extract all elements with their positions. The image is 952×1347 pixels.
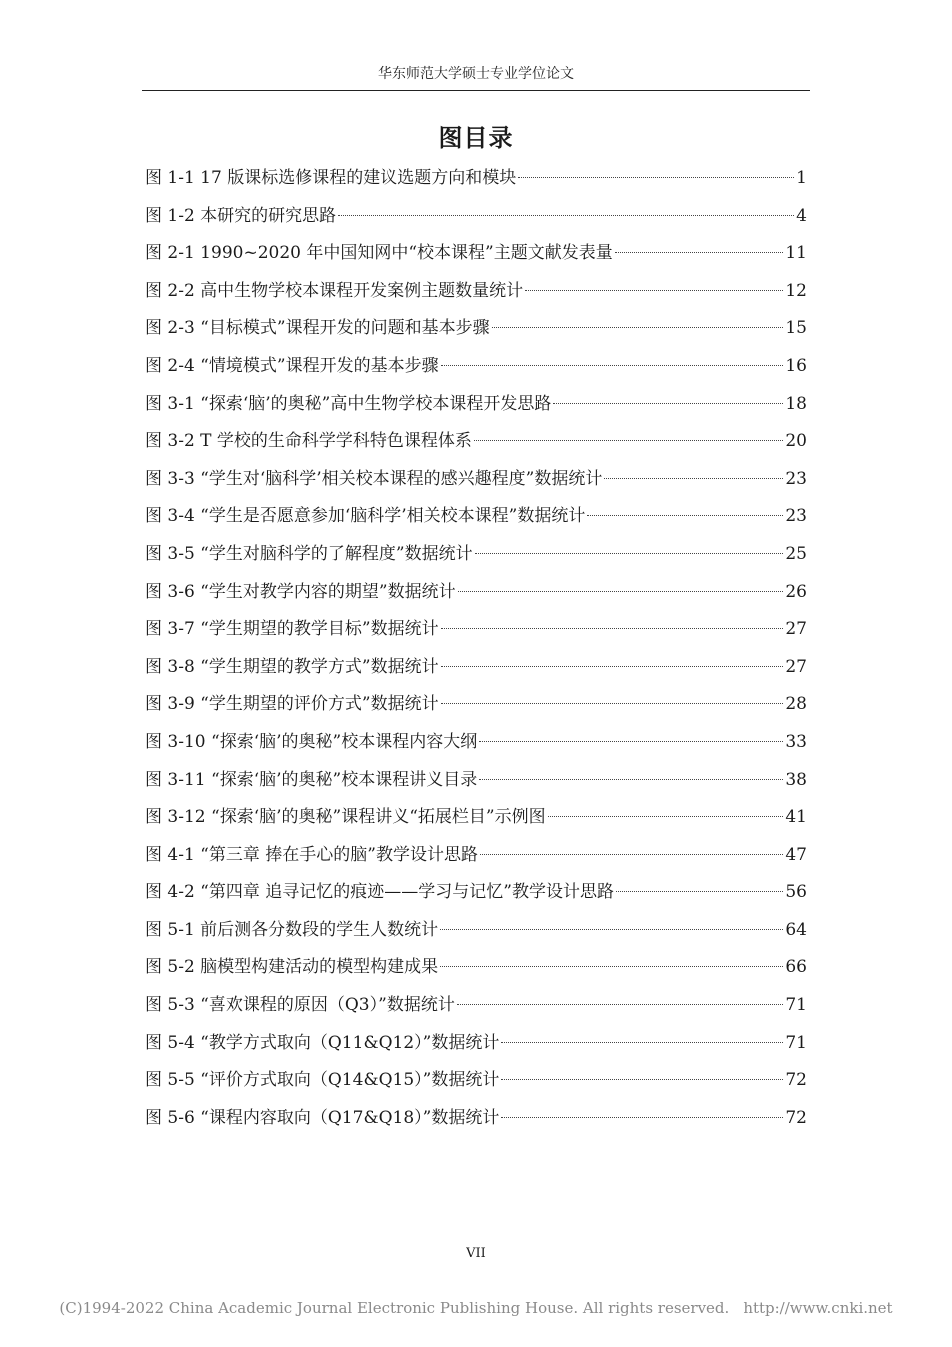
toc-dot-leader	[441, 628, 784, 629]
toc-entry-label: 图 2-4 “情境模式”课程开发的基本步骤	[145, 355, 439, 376]
toc-entry[interactable]	[145, 839, 807, 877]
toc-entry-page: 33	[785, 731, 807, 752]
toc-entry-page: 16	[785, 355, 807, 376]
toc-dot-leader	[553, 403, 783, 404]
copyright-footer	[0, 1299, 952, 1317]
toc-entry-page: 18	[785, 393, 807, 414]
toc-entry-label: 图 3-3 “学生对‘脑科学’相关校本课程的感兴趣程度”数据统计	[145, 468, 603, 489]
toc-dot-leader	[479, 741, 783, 742]
toc-dot-leader	[615, 252, 784, 253]
toc-entry-page: 23	[785, 468, 807, 489]
toc-entry[interactable]	[145, 463, 807, 501]
toc-entry-label: 图 3-7 “学生期望的教学目标”数据统计	[145, 619, 439, 640]
toc-entry-label: 图 2-3 “目标模式”课程开发的问题和基本步骤	[145, 318, 490, 339]
toc-entry-page: 27	[785, 619, 807, 640]
toc-entry[interactable]	[145, 1064, 807, 1102]
toc-entry-label: 图 3-2 T 学校的生命科学学科特色课程体系	[145, 431, 472, 452]
toc-entry-page: 1	[796, 168, 807, 188]
toc-entry[interactable]	[145, 237, 807, 275]
toc-dot-leader	[480, 854, 783, 855]
toc-dot-leader	[501, 1042, 783, 1043]
toc-entry[interactable]	[145, 764, 807, 802]
toc-entry[interactable]	[145, 425, 807, 463]
toc-entry[interactable]	[145, 876, 807, 914]
toc-dot-leader	[548, 816, 784, 817]
toc-entry[interactable]	[145, 688, 807, 726]
toc-dot-leader	[525, 290, 783, 291]
toc-dot-leader	[457, 1004, 784, 1005]
page-title: 图目录	[438, 124, 514, 152]
toc-entry[interactable]	[145, 1102, 807, 1140]
toc-entry[interactable]	[145, 576, 807, 614]
toc-entry-page: 64	[785, 919, 807, 940]
toc-entry[interactable]	[145, 914, 807, 952]
toc-entry-label: 图 3-1 “探索‘脑’的奥秘”高中生物学校本课程开发思路	[145, 393, 552, 414]
toc-entry[interactable]	[145, 162, 807, 200]
toc-dot-leader	[479, 779, 783, 780]
toc-entry-label: 图 3-11 “探索‘脑’的奥秘”校本课程讲义目录	[145, 769, 478, 790]
running-header: 华东师范大学硕士专业学位论文	[378, 66, 574, 82]
toc-entry[interactable]	[145, 350, 807, 388]
toc-entry-label: 图 5-4 “教学方式取向（Q11&Q12）”数据统计	[145, 1032, 500, 1053]
toc-entry-label: 图 5-1 前后测各分数段的学生人数统计	[145, 919, 439, 940]
toc-entry-label: 图 3-9 “学生期望的评价方式”数据统计	[145, 694, 439, 715]
toc-dot-leader	[518, 177, 794, 178]
toc-entry[interactable]	[145, 275, 807, 313]
toc-entry[interactable]	[145, 312, 807, 350]
toc-entry[interactable]	[145, 726, 807, 764]
toc-entry[interactable]	[145, 1027, 807, 1065]
toc-entry-label: 图 4-2 “第四章 追寻记忆的痕迹——学习与记忆”教学设计思路	[145, 882, 614, 903]
toc-entry-page: 72	[785, 1107, 807, 1128]
toc-dot-leader	[501, 1079, 783, 1080]
toc-entry-label: 图 5-5 “评价方式取向（Q14&Q15）”数据统计	[145, 1070, 500, 1091]
toc-dot-leader	[441, 365, 784, 366]
toc-entry-label: 图 3-12 “探索‘脑’的奥秘”课程讲义“拓展栏目”示例图	[145, 807, 546, 828]
toc-dot-leader	[492, 327, 784, 328]
toc-entry-page: 23	[785, 506, 807, 527]
toc-entry-label: 图 3-4 “学生是否愿意参加‘脑科学’相关校本课程”数据统计	[145, 506, 586, 527]
toc-entry-label: 图 3-5 “学生对脑科学的了解程度”数据统计	[145, 543, 473, 564]
toc-entry[interactable]	[145, 801, 807, 839]
toc-dot-leader	[501, 1117, 783, 1118]
toc-dot-leader	[441, 666, 784, 667]
toc-entry-page: 72	[785, 1070, 807, 1091]
toc-entry[interactable]	[145, 951, 807, 989]
toc-entry-label: 图 5-2 脑模型构建活动的模型构建成果	[145, 957, 439, 978]
page-number: VII	[466, 1246, 486, 1261]
toc-entry-page: 4	[796, 205, 807, 226]
toc-entry-page: 26	[785, 581, 807, 602]
toc-entry-label: 图 2-2 高中生物学校本课程开发案例主题数量统计	[145, 280, 524, 301]
copyright-text: (C)1994-2022 China Academic Journal Electronic Publishing House. All rights reserved.	[59, 1299, 730, 1317]
toc-entry-label: 图 5-3 “喜欢课程的原因（Q3）”数据统计	[145, 995, 455, 1016]
toc-entry-page: 66	[785, 957, 807, 978]
toc-dot-leader	[440, 929, 783, 930]
toc-entry-page: 47	[785, 844, 807, 865]
toc-dot-leader	[616, 891, 783, 892]
toc-entry-label: 图 1-2 本研究的研究思路	[145, 205, 337, 226]
toc-entry-page: 27	[785, 656, 807, 677]
toc-entry-page: 38	[785, 769, 807, 790]
toc-entry[interactable]	[145, 538, 807, 576]
toc-dot-leader	[604, 478, 783, 479]
cnki-url: http://www.cnki.net	[743, 1299, 893, 1317]
toc-entry[interactable]	[145, 613, 807, 651]
toc-entry-page: 15	[785, 318, 807, 339]
toc-dot-leader	[474, 440, 783, 441]
toc-entry[interactable]	[145, 200, 807, 238]
toc-entry-page: 11	[785, 243, 807, 264]
toc-entry-page: 71	[785, 1032, 807, 1053]
toc-dot-leader	[587, 515, 783, 516]
toc-dot-leader	[338, 215, 794, 216]
toc-entry-page: 71	[785, 995, 807, 1016]
header-rule	[142, 90, 810, 91]
toc-entry-label: 图 1-1 17 版课标选修课程的建议选题方向和模块	[145, 168, 517, 188]
toc-entry-page: 56	[785, 882, 807, 903]
toc-entry[interactable]	[145, 989, 807, 1027]
toc-entry-label: 图 4-1 “第三章 捧在手心的脑”教学设计思路	[145, 844, 478, 865]
toc-entry-page: 41	[785, 807, 807, 828]
toc-entry[interactable]	[145, 500, 807, 538]
toc-entry-page: 25	[785, 543, 807, 564]
toc-entry-label: 图 2-1 1990~2020 年中国知网中“校本课程”主题文献发表量	[145, 243, 613, 264]
figure-list	[145, 162, 807, 1139]
toc-entry-label: 图 3-6 “学生对教学内容的期望”数据统计	[145, 581, 456, 602]
toc-entry[interactable]	[145, 388, 807, 426]
toc-entry-page: 28	[785, 694, 807, 715]
toc-entry-page: 12	[785, 280, 807, 301]
toc-dot-leader	[440, 966, 783, 967]
toc-entry-label: 图 3-10 “探索‘脑’的奥秘”校本课程内容大纲	[145, 731, 478, 752]
toc-entry[interactable]	[145, 651, 807, 689]
toc-entry-label: 图 3-8 “学生期望的教学方式”数据统计	[145, 656, 439, 677]
toc-entry-page: 20	[785, 431, 807, 452]
toc-entry-label: 图 5-6 “课程内容取向（Q17&Q18）”数据统计	[145, 1107, 500, 1128]
toc-dot-leader	[475, 553, 784, 554]
toc-dot-leader	[458, 591, 784, 592]
toc-dot-leader	[441, 703, 784, 704]
